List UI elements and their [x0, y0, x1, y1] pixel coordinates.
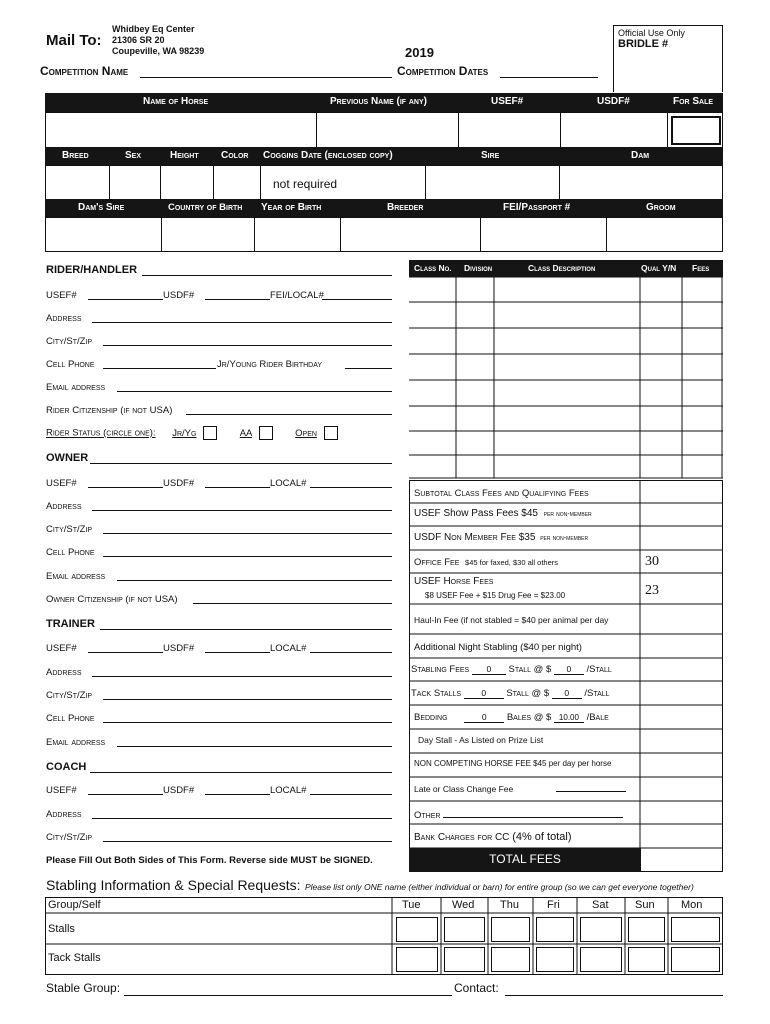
usdf-non-member-note: per non-member	[540, 533, 589, 542]
coggins-date-value: not required	[273, 177, 338, 191]
day-stall-label: Day Stall - As Listed on Prize List	[418, 735, 544, 745]
dams-sire-cell[interactable]	[45, 217, 162, 252]
trainer-address-label: Address	[46, 667, 82, 678]
day-header-wed: Wed	[452, 899, 475, 911]
bank-charges-row	[414, 831, 572, 843]
dam-cell[interactable]	[559, 165, 723, 200]
trainer-city-label: City/St/Zip	[46, 690, 93, 701]
address-line: 21306 SR 20	[112, 35, 165, 45]
competition-name-label: Competition Name	[40, 64, 129, 78]
owner-email-label: Email address	[46, 571, 106, 582]
address-line: Whidbey Eq Center	[112, 24, 195, 34]
office-fee-value[interactable]: 30	[645, 554, 659, 569]
tack-wed-cell[interactable]	[444, 947, 485, 972]
mail-to-label: Mail To:	[46, 32, 102, 49]
day-header-tue: Tue	[402, 899, 421, 911]
coach-name-field[interactable]	[90, 772, 392, 773]
competition-dates-label: Competition Dates	[397, 64, 489, 78]
day-header-sun: Sun	[635, 899, 655, 911]
header-class-description: Class Description	[528, 263, 596, 273]
header-class-no: Class No.	[414, 263, 452, 273]
header-breeder: Breeder	[387, 202, 424, 213]
usef-show-pass-label: USEF Show Pass Fees $45	[414, 508, 538, 519]
horse-header-row-1	[45, 93, 723, 112]
coach-usdf-field[interactable]	[205, 794, 270, 795]
sire-cell[interactable]	[425, 165, 560, 200]
owner-citizenship-field[interactable]	[193, 603, 392, 604]
tack-tue-cell[interactable]	[396, 947, 438, 972]
other-row	[414, 808, 623, 821]
subtotal-label: Subtotal Class Fees and Qualifying Fees	[414, 488, 589, 499]
color-cell[interactable]	[213, 165, 261, 200]
owner-local-field[interactable]	[310, 487, 392, 488]
reverse-side-note: Please Fill Out Both Sides of This Form. Reverse side MUST be SIGNED.	[46, 855, 373, 866]
class-entry-grid	[409, 277, 723, 479]
stabling-fees-row	[411, 664, 612, 675]
class-grid-lines	[409, 277, 723, 479]
header-for-sale: For Sale	[673, 96, 714, 107]
trainer-usdf-label: USDF#	[163, 643, 195, 654]
stalls-mon-cell[interactable]	[671, 917, 720, 942]
header-usef: USEF#	[491, 96, 524, 107]
breed-cell[interactable]	[45, 165, 110, 200]
coach-city-field[interactable]	[103, 841, 392, 842]
status-option-aa: AA	[239, 427, 252, 439]
stabling-fees-label: Stabling Fees	[411, 664, 470, 675]
breeder-cell[interactable]	[340, 217, 481, 252]
owner-cell-label: Cell Phone	[46, 547, 95, 558]
rider-city-field[interactable]	[103, 345, 392, 346]
total-fees-label: TOTAL FEES	[489, 852, 561, 866]
tack-stalls-label: Tack Stalls	[411, 688, 462, 699]
trainer-address-field[interactable]	[92, 676, 392, 677]
rider-address-label: Address	[46, 313, 82, 324]
header-usdf: USDF#	[597, 96, 630, 107]
usef-show-pass-note: per non-member	[543, 509, 592, 518]
header-fei-passport: FEI/Passport #	[503, 202, 571, 213]
coach-usdf-label: USDF#	[163, 785, 195, 796]
header-name-of-horse: Name of Horse	[143, 96, 209, 107]
tack-stalls-row	[411, 688, 610, 699]
rider-jr-birthday-label: Jr/Young Rider Birthday	[217, 359, 323, 370]
header-breed: Breed	[62, 150, 89, 161]
owner-address-field[interactable]	[92, 510, 392, 511]
stalls-sun-cell[interactable]	[628, 917, 665, 942]
owner-address-label: Address	[46, 501, 82, 512]
trainer-name-field[interactable]	[100, 629, 392, 630]
rider-name-field[interactable]	[142, 275, 392, 276]
trainer-section-title: TRAINER	[46, 618, 95, 630]
trainer-usef-field[interactable]	[88, 652, 163, 653]
stalls-row-label: Stalls	[48, 923, 75, 935]
tack-thu-cell[interactable]	[491, 947, 530, 972]
trainer-cell-label: Cell Phone	[46, 713, 95, 724]
per-stall-label: /Stall	[586, 664, 612, 675]
coach-local-label: LOCAL#	[270, 785, 307, 796]
usdf-non-member-row	[414, 532, 588, 543]
owner-usdf-label: USDF#	[163, 478, 195, 489]
header-division: Division	[464, 263, 493, 273]
rider-cell-label: Cell Phone	[46, 359, 95, 370]
office-fee-label: Office Fee	[414, 557, 460, 568]
header-sire: Sire	[481, 150, 500, 161]
fei-passport-cell[interactable]	[480, 217, 607, 252]
header-dams-sire: Dam's Sire	[78, 202, 125, 213]
trainer-local-field[interactable]	[310, 652, 392, 653]
rider-citizenship-field[interactable]	[186, 414, 392, 415]
other-label: Other	[414, 810, 441, 821]
owner-usef-label: USEF#	[46, 478, 77, 489]
day-header-mon: Mon	[681, 899, 703, 911]
competition-name-field[interactable]	[140, 77, 392, 78]
late-change-label: Late or Class Change Fee	[414, 784, 514, 794]
header-country-of-birth: Country of Birth	[168, 202, 243, 213]
coach-usef-field[interactable]	[88, 794, 163, 795]
tack-qty[interactable]: 0	[464, 688, 504, 699]
rider-usdf-label: USDF#	[163, 290, 195, 301]
mailing-address	[112, 24, 204, 57]
sex-cell[interactable]	[109, 165, 161, 200]
owner-city-label: City/St/Zip	[46, 524, 93, 535]
haul-in-fee-label: Haul-In Fee (if not stabled = $40 per animal per day	[414, 615, 609, 625]
rider-cell-field[interactable]	[103, 368, 216, 369]
owner-section-title: OWNER	[46, 452, 89, 464]
rider-fei-local-field[interactable]	[322, 299, 392, 300]
coach-address-field[interactable]	[92, 818, 392, 819]
coach-section-title: COACH	[46, 761, 87, 773]
late-change-field[interactable]	[556, 782, 626, 792]
per-bale-label: /Bale	[586, 712, 609, 723]
rider-usdf-field[interactable]	[205, 299, 270, 300]
bales-at-label: Bales @ $	[506, 712, 552, 723]
header-previous-name: Previous Name (if any)	[330, 96, 427, 107]
rider-fei-local-label: FEI/LOCAL#	[270, 290, 324, 301]
stall-price[interactable]: 0	[554, 664, 584, 675]
header-year-of-birth: Year of Birth	[261, 202, 322, 213]
usef-horse-fees-value[interactable]: 23	[645, 583, 659, 598]
usdf-non-member-label: USDF Non Member Fee $35	[414, 532, 536, 543]
total-fees-bar	[409, 848, 641, 872]
trainer-cell-field[interactable]	[103, 722, 392, 723]
rider-section-title: RIDER/HANDLER	[46, 264, 138, 276]
coach-address-label: Address	[46, 809, 82, 820]
rider-status-label: Rider Status (circle one):	[46, 427, 156, 439]
rider-usef-field[interactable]	[88, 299, 163, 300]
trainer-usdf-field[interactable]	[205, 652, 270, 653]
rider-city-label: City/St/Zip	[46, 336, 93, 347]
for-sale-checkbox[interactable]	[671, 116, 721, 145]
horse-header-row-2	[45, 147, 723, 165]
usef-horse-fees-note: $8 USEF Fee + $15 Drug Fee = $23.00	[425, 591, 566, 600]
bale-price[interactable]: 10.00	[554, 713, 584, 723]
office-fee-row	[414, 557, 558, 568]
tack-fri-cell[interactable]	[536, 947, 574, 972]
tack-stall-at-label: Stall @ $	[506, 688, 550, 699]
usdf-cell[interactable]	[560, 112, 668, 148]
stall-at-label: Stall @ $	[508, 664, 552, 675]
contact-label: Contact:	[454, 981, 499, 995]
previous-name-cell[interactable]	[316, 112, 459, 148]
stabling-qty[interactable]: 0	[472, 664, 506, 675]
trainer-local-label: LOCAL#	[270, 643, 307, 654]
coach-usef-label: USEF#	[46, 785, 77, 796]
bedding-label: Bedding	[414, 712, 448, 723]
status-open-checkbox[interactable]	[324, 426, 338, 440]
name-of-horse-cell[interactable]	[45, 112, 317, 148]
header-groom: Groom	[646, 202, 676, 213]
coach-local-field[interactable]	[310, 794, 392, 795]
form-year: 2019	[405, 45, 434, 60]
horse-header-row-3	[45, 199, 723, 217]
tack-sat-cell[interactable]	[580, 947, 622, 972]
day-header-sat: Sat	[592, 899, 609, 911]
rider-jr-birthday-field[interactable]	[345, 368, 392, 369]
height-cell[interactable]	[160, 165, 214, 200]
stabling-title: Stabling Information & Special Requests:	[46, 877, 301, 893]
bank-charges-label: Bank Charges for CC	[414, 832, 510, 843]
late-change-row	[414, 782, 626, 794]
status-jr-yg-checkbox[interactable]	[203, 426, 217, 440]
tack-per-stall-label: /Stall	[584, 688, 610, 699]
stalls-sat-cell[interactable]	[580, 917, 622, 942]
stable-group-label: Stable Group:	[46, 981, 121, 995]
rider-status-row	[46, 426, 342, 440]
bedding-qty[interactable]: 0	[464, 712, 504, 723]
usef-cell[interactable]	[458, 112, 561, 148]
header-qual-yn: Qual Y/N	[641, 263, 677, 273]
trainer-city-field[interactable]	[103, 699, 392, 700]
stabling-subtitle: Please list only ONE name (either individual or barn) for entire group (so we can get everyone together)	[304, 882, 694, 892]
owner-email-field[interactable]	[117, 580, 392, 581]
stable-group-field[interactable]	[124, 995, 452, 996]
bedding-row	[414, 712, 609, 723]
header-color: Color	[221, 150, 249, 161]
trainer-usef-label: USEF#	[46, 643, 77, 654]
day-header-thu: Thu	[500, 899, 519, 911]
usef-horse-fees-label: USEF Horse Fees	[414, 576, 494, 587]
rider-citizenship-label: Rider Citizenship (if not USA)	[46, 405, 173, 416]
address-line: Coupeville, WA 98239	[112, 46, 205, 56]
country-of-birth-cell[interactable]	[161, 217, 255, 252]
owner-local-label: LOCAL#	[270, 478, 307, 489]
class-header-row	[409, 260, 723, 277]
owner-usdf-field[interactable]	[205, 487, 270, 488]
owner-name-field[interactable]	[90, 463, 392, 464]
header-dam: Dam	[631, 150, 650, 161]
header-height: Height	[170, 150, 199, 161]
trainer-email-label: Email address	[46, 737, 106, 748]
header-coggins-date: Coggins Date (enclosed copy)	[263, 150, 393, 161]
owner-citizenship-label: Owner Citizenship (if not USA)	[46, 594, 178, 605]
stalls-thu-cell[interactable]	[491, 917, 530, 942]
header-sex: Sex	[125, 150, 142, 161]
bridle-number-label: BRIDLE #	[618, 38, 669, 50]
year-of-birth-cell[interactable]	[254, 217, 341, 252]
groom-cell[interactable]	[606, 217, 723, 252]
owner-usef-field[interactable]	[88, 487, 163, 488]
other-field[interactable]	[443, 808, 623, 818]
stabling-table	[45, 897, 723, 975]
day-header-fri: Fri	[547, 899, 560, 911]
bank-charges-pct: (4% of total)	[512, 831, 572, 843]
office-fee-note: $45 for faxed, $30 all others	[465, 558, 559, 567]
status-option-jr-yg: Jr/Yg	[172, 427, 197, 439]
tack-sun-cell[interactable]	[628, 947, 665, 972]
additional-night-label: Additional Night Stabling ($40 per night)	[414, 642, 582, 653]
rider-address-field[interactable]	[92, 322, 392, 323]
owner-city-field[interactable]	[103, 533, 392, 534]
owner-cell-field[interactable]	[103, 556, 392, 557]
rider-usef-label: USEF#	[46, 290, 77, 301]
contact-field[interactable]	[505, 995, 723, 996]
rider-email-field[interactable]	[117, 391, 392, 392]
competition-dates-field[interactable]	[500, 77, 598, 78]
group-self-label: Group/Self	[48, 899, 101, 911]
stalls-tue-cell[interactable]	[396, 917, 438, 942]
tack-stalls-row-label: Tack Stalls	[48, 952, 101, 964]
official-use-label: Official Use Only	[618, 28, 685, 38]
tack-mon-cell[interactable]	[671, 947, 720, 972]
usef-show-pass-row	[414, 508, 592, 519]
stabling-title-row	[46, 877, 694, 895]
trainer-email-field[interactable]	[117, 746, 392, 747]
status-aa-checkbox[interactable]	[259, 426, 273, 440]
header-fees: Fees	[692, 263, 710, 273]
stalls-wed-cell[interactable]	[444, 917, 485, 942]
tack-price[interactable]: 0	[552, 688, 582, 699]
rider-email-label: Email address	[46, 382, 106, 393]
stalls-fri-cell[interactable]	[536, 917, 574, 942]
non-competing-label: NON COMPETING HORSE FEE $45 per day per horse	[414, 759, 612, 768]
coach-city-label: City/St/Zip	[46, 832, 93, 843]
status-option-open: Open	[295, 427, 317, 439]
